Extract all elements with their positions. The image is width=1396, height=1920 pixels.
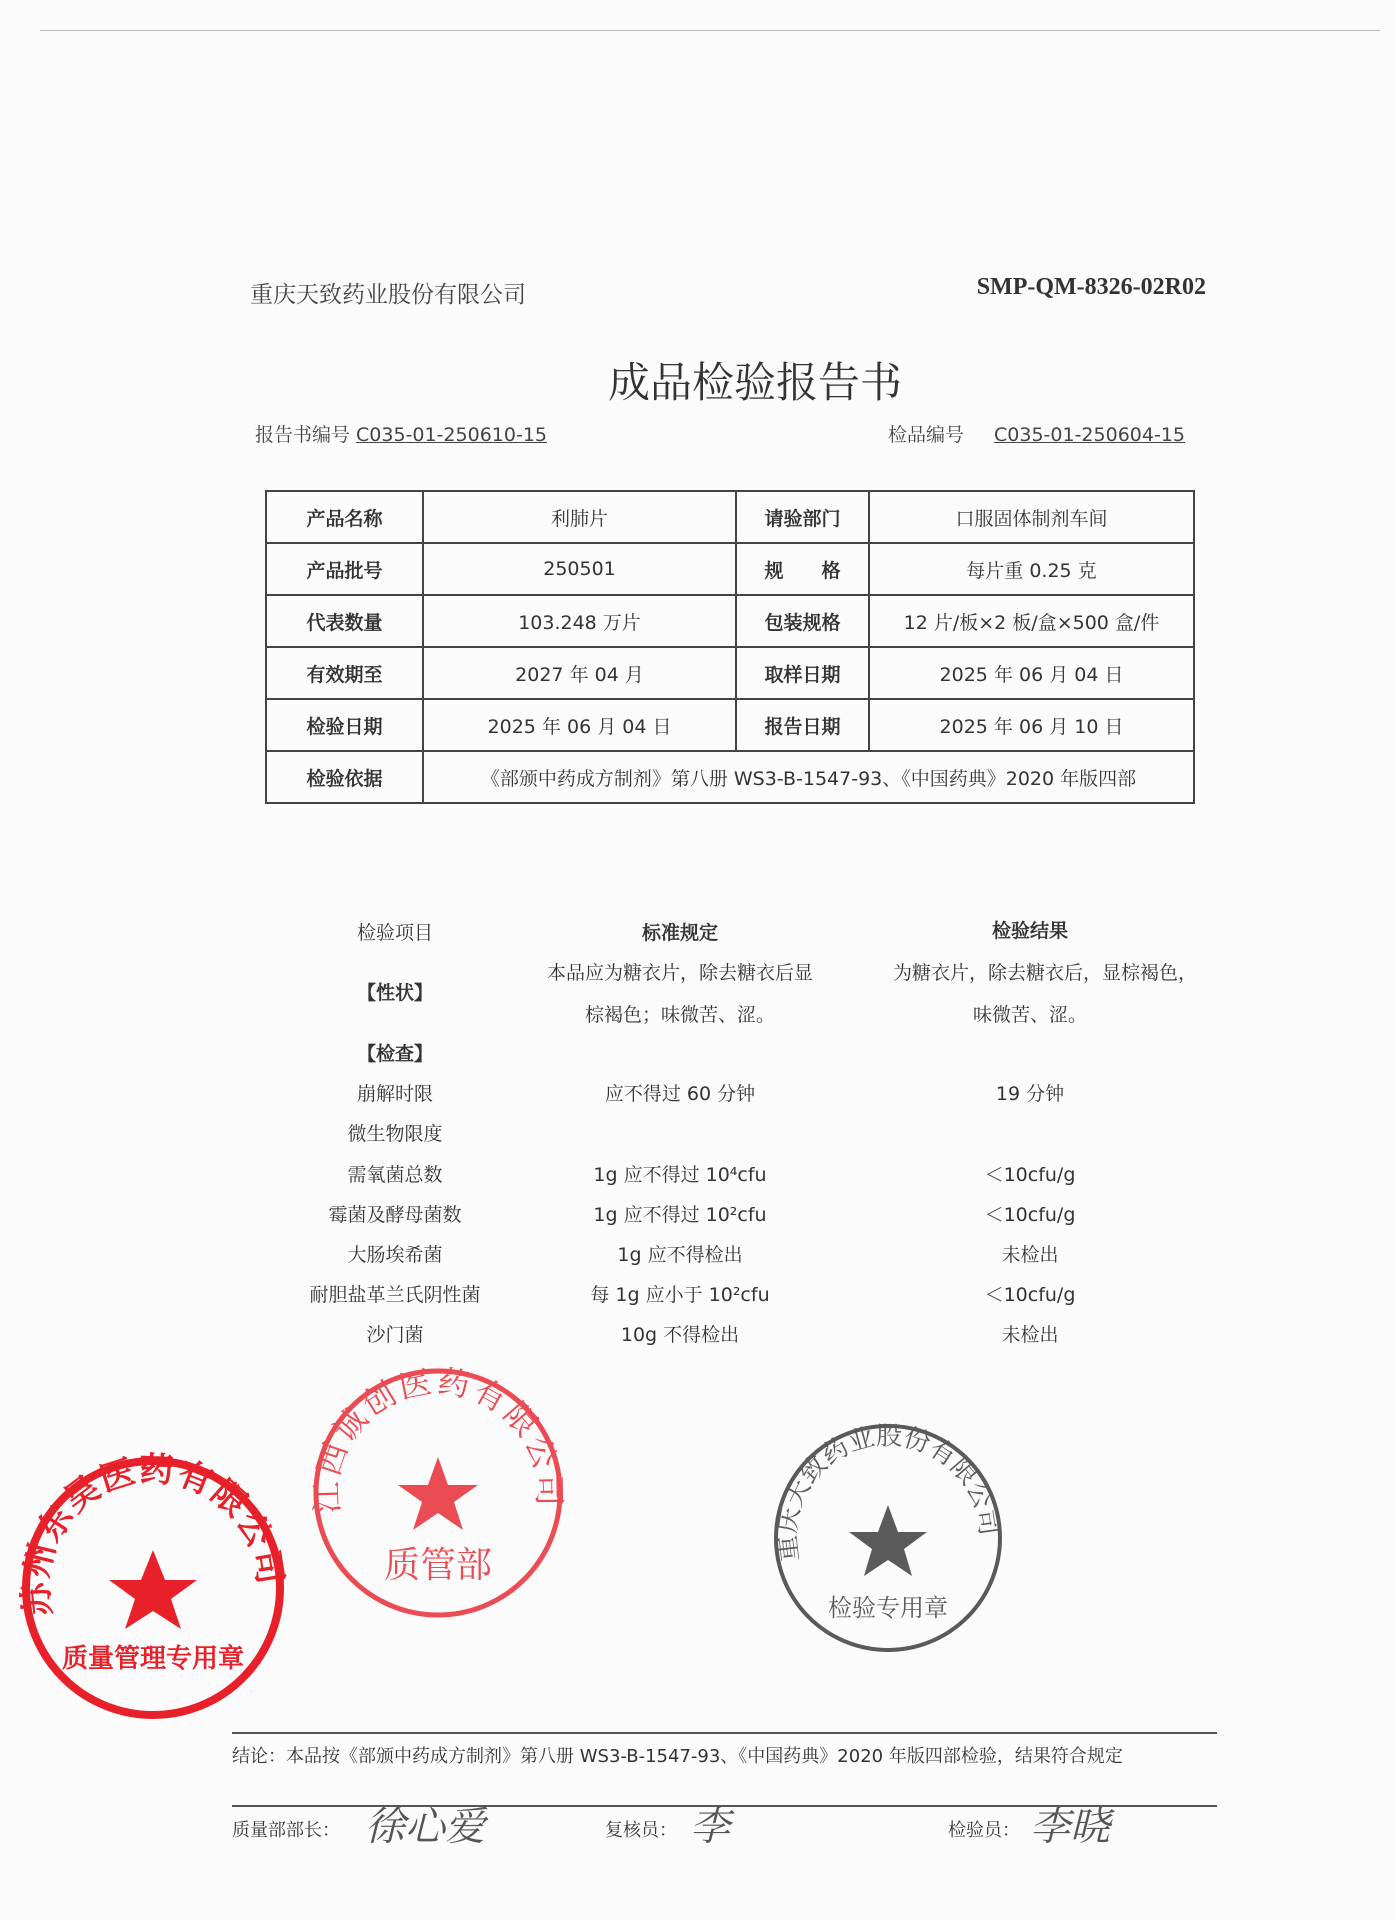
info-row: [266, 699, 1194, 751]
appearance-result-2: 味微苦、涩。: [972, 1004, 1087, 1026]
divider: [232, 1732, 1217, 1734]
test-result: 未检出: [1001, 1324, 1059, 1346]
test-standard: 应不得过 60 分钟: [604, 1083, 756, 1105]
report-number-value: C035-01-250610-15: [356, 424, 547, 446]
sample-number-label: 检品编号: [888, 424, 965, 446]
info-label: 报告日期: [736, 699, 869, 751]
appearance-standard-1: 本品应为糖衣片，除去糖衣后显: [546, 962, 813, 984]
test-item: 微生物限度: [347, 1123, 443, 1145]
qa-head-signature: 徐心爱: [365, 1804, 485, 1850]
sample-number: [888, 420, 1185, 447]
jiangxi-qa-stamp: [307, 1361, 569, 1621]
info-row: [266, 647, 1194, 699]
test-standard: 1g 应不得检出: [617, 1244, 743, 1266]
info-row: [266, 491, 1194, 543]
test-result: 未检出: [1001, 1244, 1059, 1266]
info-label: 产品批号: [266, 543, 423, 595]
info-label: 产品名称: [266, 491, 423, 543]
report-number: [255, 420, 547, 447]
test-item: 霉菌及酵母菌数: [328, 1204, 462, 1226]
test-standard: 1g 应不得过 10²cfu: [593, 1204, 767, 1226]
appearance-standard-2: 棕褐色；味微苦、涩。: [584, 1004, 775, 1026]
star-icon: [398, 1457, 478, 1530]
header-result: 检验结果: [991, 920, 1068, 942]
qa-head-label: 质量部部长：: [232, 1820, 340, 1841]
jiangxi-stamp-ring-text: 江西诚创医药有限公司: [307, 1361, 569, 1514]
test-standard: 每 1g 应小于 10²cfu: [590, 1284, 770, 1306]
report-number-label: 报告书编号: [255, 424, 351, 446]
document-code: SMP-QM-8326-02R02: [976, 274, 1206, 300]
product-info-table: [265, 490, 1195, 804]
info-value: 利肺片: [423, 491, 736, 543]
tianzhi-stamp-ring-text: 重庆天致药业股份有限公司: [772, 1421, 1004, 1563]
test-item: 耐胆盐革兰氏阴性菌: [309, 1284, 481, 1306]
info-value: 口服固体制剂车间: [869, 491, 1194, 543]
header-standard: 标准规定: [641, 922, 718, 944]
test-standard: 1g 应不得过 10⁴cfu: [593, 1164, 767, 1186]
appearance-label: 【性状】: [356, 982, 433, 1004]
info-label: 代表数量: [266, 595, 423, 647]
info-value: 《部颁中药成方制剂》第八册 WS3-B-1547-93、《中国药典》2020 年版四部: [423, 751, 1194, 803]
info-label: 请验部门: [736, 491, 869, 543]
page-edge-line: [40, 30, 1380, 31]
sample-number-value: C035-01-250604-15: [994, 424, 1185, 446]
page-title: 成品检验报告书: [607, 358, 902, 407]
jiangxi-stamp-center-text: 质管部: [383, 1545, 493, 1586]
info-value: 250501: [423, 543, 736, 595]
inspector-label: 检验员：: [948, 1820, 1020, 1841]
info-label: 检验日期: [266, 699, 423, 751]
info-value: 103.248 万片: [423, 595, 736, 647]
info-value: 2027 年 04 月: [423, 647, 736, 699]
test-result: ＜10cfu/g: [984, 1284, 1076, 1306]
star-icon: [849, 1505, 927, 1576]
info-value: 每片重 0.25 克: [869, 543, 1194, 595]
test-standard: 10g 不得检出: [620, 1324, 740, 1346]
tianzhi-stamp-center-text: 检验专用章: [828, 1594, 948, 1622]
info-row: [266, 543, 1194, 595]
conclusion: 结论：本品按《部颁中药成方制剂》第八册 WS3-B-1547-93、《中国药典》2020 年版四部检验，结果符合规定: [232, 1746, 1123, 1767]
info-value: 2025 年 06 月 04 日: [869, 647, 1194, 699]
reviewer-signature: 李: [690, 1804, 730, 1850]
test-item: 需氧菌总数: [347, 1164, 443, 1186]
info-label: 取样日期: [736, 647, 869, 699]
info-label: 包装规格: [736, 595, 869, 647]
info-label: 有效期至: [266, 647, 423, 699]
info-value: 2025 年 06 月 04 日: [423, 699, 736, 751]
reviewer-label: 复核员：: [605, 1820, 677, 1841]
test-result: 19 分钟: [995, 1083, 1065, 1105]
suzhou-stamp-ring-text: 苏州东昊医药有限公司: [15, 1449, 291, 1619]
star-icon: [109, 1550, 197, 1629]
inspector-signature: 李晓: [1030, 1804, 1110, 1850]
company-name: 重庆天致药业股份有限公司: [250, 282, 526, 308]
appearance-result-1: 为糖衣片，除去糖衣后，显棕褐色，: [892, 962, 1197, 984]
info-row: [266, 595, 1194, 647]
suzhou-qa-stamp: [15, 1449, 291, 1721]
info-label: 规 格: [736, 543, 869, 595]
test-item: 沙门菌: [366, 1324, 424, 1346]
test-result: ＜10cfu/g: [984, 1164, 1076, 1186]
info-row: [266, 751, 1194, 803]
info-label: 检验依据: [266, 751, 423, 803]
suzhou-stamp-center-text: 质量管理专用章: [61, 1644, 245, 1674]
info-value: 12 片/板×2 板/盒×500 盒/件: [869, 595, 1194, 647]
test-item: 大肠埃希菌: [347, 1244, 443, 1266]
check-label: 【检查】: [356, 1043, 433, 1065]
info-value: 2025 年 06 月 10 日: [869, 699, 1194, 751]
test-item: 崩解时限: [356, 1083, 433, 1105]
tianzhi-inspection-stamp: [770, 1420, 1006, 1656]
test-result: ＜10cfu/g: [984, 1204, 1076, 1226]
header-item: 检验项目: [356, 922, 433, 944]
